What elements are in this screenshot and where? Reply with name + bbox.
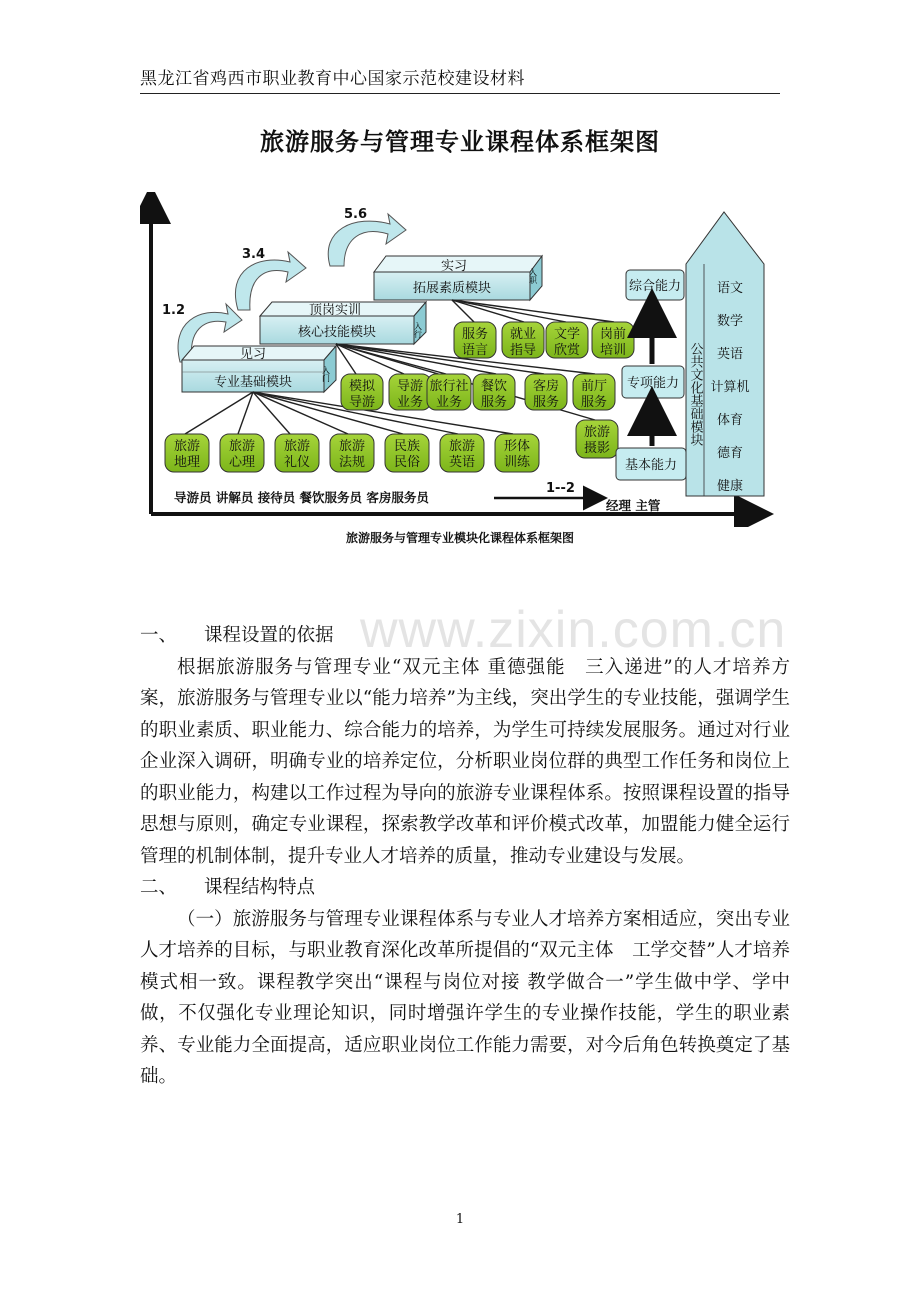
course-label: 导游 bbox=[348, 395, 376, 410]
module-name: 拓展素质模块 bbox=[412, 281, 492, 296]
course-node bbox=[546, 322, 588, 358]
course-label: 餐饮 bbox=[480, 379, 508, 394]
course-node bbox=[525, 374, 567, 410]
course-label: 礼仪 bbox=[283, 455, 311, 470]
public-subject: 德育 bbox=[716, 446, 744, 461]
page-title: 旅游服务与管理专业课程体系框架图 bbox=[260, 128, 660, 156]
curriculum-framework-diagram bbox=[140, 192, 780, 527]
course-label: 前厅 bbox=[580, 379, 608, 394]
course-label: 心理 bbox=[228, 455, 256, 470]
module-name: 核心技能模块 bbox=[297, 325, 377, 340]
course-label: 摄影 bbox=[583, 441, 611, 456]
course-label: 旅游 bbox=[448, 439, 476, 454]
section-title: 课程结构特点 bbox=[204, 877, 316, 898]
course-label: 法规 bbox=[338, 455, 366, 470]
stage-label: 1--2 bbox=[546, 481, 575, 496]
course-node bbox=[220, 434, 264, 472]
course-node bbox=[427, 374, 471, 410]
promotion-roles: 经理 主管 bbox=[606, 498, 661, 513]
public-subject: 语文 bbox=[716, 281, 744, 296]
module-tag: 入职 bbox=[528, 268, 538, 284]
course-label: 文学 bbox=[553, 327, 581, 342]
course-node bbox=[502, 322, 544, 358]
course-label: 业务 bbox=[396, 395, 424, 410]
course-label: 服务 bbox=[580, 395, 608, 410]
ability-label: 专项能力 bbox=[626, 376, 680, 391]
paragraph: （一）旅游服务与管理专业课程体系与专业人才培养方案相适应，突出专业人才培养的目标，与职业教育深化改革所提倡的“双元主体 工学交替”人才培养模式相一致。课程教学突出“课程与岗位对接 教学做合一”学生做中学、学中做，不仅强化专业理论知识，同时增强许学生的专业操作技能，学生的职业素养、专业能力全面提高，适应职业岗位工作能力需要，对今后角色转换奠定了基础。 bbox=[140, 908, 790, 1087]
module-extension bbox=[374, 256, 542, 300]
course-node bbox=[330, 434, 374, 472]
course-label: 旅游 bbox=[228, 439, 256, 454]
course-label: 形体 bbox=[503, 439, 531, 454]
course-label: 服务 bbox=[532, 395, 560, 410]
course-label: 模拟 bbox=[348, 379, 376, 394]
course-node bbox=[454, 322, 496, 358]
course-node bbox=[576, 420, 618, 458]
course-node bbox=[389, 374, 431, 410]
module-tag: 入行 bbox=[413, 322, 423, 338]
public-subject: 健康 bbox=[716, 479, 744, 494]
course-label: 业务 bbox=[435, 395, 463, 410]
stage-label: 5.6 bbox=[344, 207, 368, 222]
course-label: 英语 bbox=[448, 455, 476, 470]
body-text bbox=[140, 620, 790, 1093]
page-number: 1 bbox=[455, 1212, 465, 1227]
course-node bbox=[592, 322, 634, 358]
public-subject: 计算机 bbox=[710, 380, 750, 395]
module-stage: 实习 bbox=[440, 259, 468, 274]
course-label: 旅游 bbox=[338, 439, 366, 454]
course-label: 民俗 bbox=[393, 455, 421, 470]
section-number: 一、 bbox=[140, 625, 178, 646]
course-label: 岗前 bbox=[599, 327, 627, 342]
course-node bbox=[275, 434, 319, 472]
course-label: 旅行社 bbox=[429, 379, 469, 394]
course-label: 就业 bbox=[509, 327, 537, 342]
course-label: 旅游 bbox=[583, 425, 611, 440]
section-title: 课程设置的依据 bbox=[204, 625, 334, 646]
course-label: 旅游 bbox=[173, 439, 201, 454]
section-heading bbox=[140, 620, 790, 652]
paragraph: 根据旅游服务与管理专业“双元主体 重德强能 三入递进”的人才培养方案，旅游服务与管理专业以“能力培养”为主线，突出学生的专业技能，强调学生的职业素质、职业能力、综合能力的培养，为学生可持续发展服务。通过对行业企业深入调研，明确专业的培养定位，分析职业岗位群的典型工作任务和岗位上的职业能力，构建以工作过程为导向的旅游专业课程体系。按照课程设置的指导思想与原则，确定专业课程，探索教学改革和评价模式改革，加盟能力健全运行管理的机制体制，提升专业人才培养的质量，推动专业建设与发展。 bbox=[140, 656, 790, 867]
public-subject: 英语 bbox=[716, 347, 744, 362]
course-node bbox=[440, 434, 484, 472]
ability-label: 综合能力 bbox=[628, 279, 682, 294]
course-label: 服务 bbox=[480, 395, 508, 410]
course-node bbox=[341, 374, 383, 410]
public-module-tower bbox=[686, 212, 764, 496]
ability-label: 基本能力 bbox=[624, 458, 678, 473]
module-stage: 顶岗实训 bbox=[308, 303, 362, 318]
running-head: 黑龙江省鸡西市职业教育中心国家示范校建设材料 bbox=[140, 64, 780, 94]
course-node bbox=[495, 434, 539, 472]
course-label: 欣赏 bbox=[553, 343, 581, 358]
module-name: 专业基础模块 bbox=[213, 375, 293, 390]
course-node bbox=[165, 434, 209, 472]
course-label: 导游 bbox=[396, 379, 424, 394]
ability-column bbox=[616, 270, 686, 480]
course-node bbox=[473, 374, 515, 410]
course-label: 旅游 bbox=[283, 439, 311, 454]
public-subject: 数学 bbox=[716, 314, 744, 329]
course-node bbox=[385, 434, 429, 472]
public-subject: 体育 bbox=[716, 413, 744, 428]
stage-label: 1.2 bbox=[162, 303, 186, 318]
stage-label: 3.4 bbox=[242, 247, 266, 262]
course-label: 地理 bbox=[173, 455, 201, 470]
course-label: 语言 bbox=[461, 343, 489, 358]
course-label: 训练 bbox=[503, 455, 531, 470]
module-core bbox=[260, 302, 426, 344]
diagram-caption: 旅游服务与管理专业模块化课程体系框架图 bbox=[345, 531, 574, 545]
watermark: www.zixin.com.cn bbox=[360, 601, 787, 659]
course-label: 指导 bbox=[509, 343, 537, 358]
course-label: 服务 bbox=[461, 327, 489, 342]
ext-course-group bbox=[454, 322, 634, 358]
section-heading bbox=[140, 872, 790, 904]
course-label: 民族 bbox=[393, 439, 421, 454]
module-basic bbox=[182, 346, 336, 392]
module-stage: 见习 bbox=[239, 347, 267, 362]
job-roles: 导游员 讲解员 接待员 餐饮服务员 客房服务员 bbox=[174, 490, 429, 505]
course-label: 培训 bbox=[599, 343, 627, 358]
base-course-group bbox=[165, 434, 539, 472]
public-module-label: 公共文化基础模块 bbox=[687, 342, 703, 446]
course-label: 客房 bbox=[532, 379, 560, 394]
section-number: 二、 bbox=[140, 877, 178, 898]
module-tag: 入门 bbox=[321, 366, 331, 382]
course-node bbox=[573, 374, 615, 410]
